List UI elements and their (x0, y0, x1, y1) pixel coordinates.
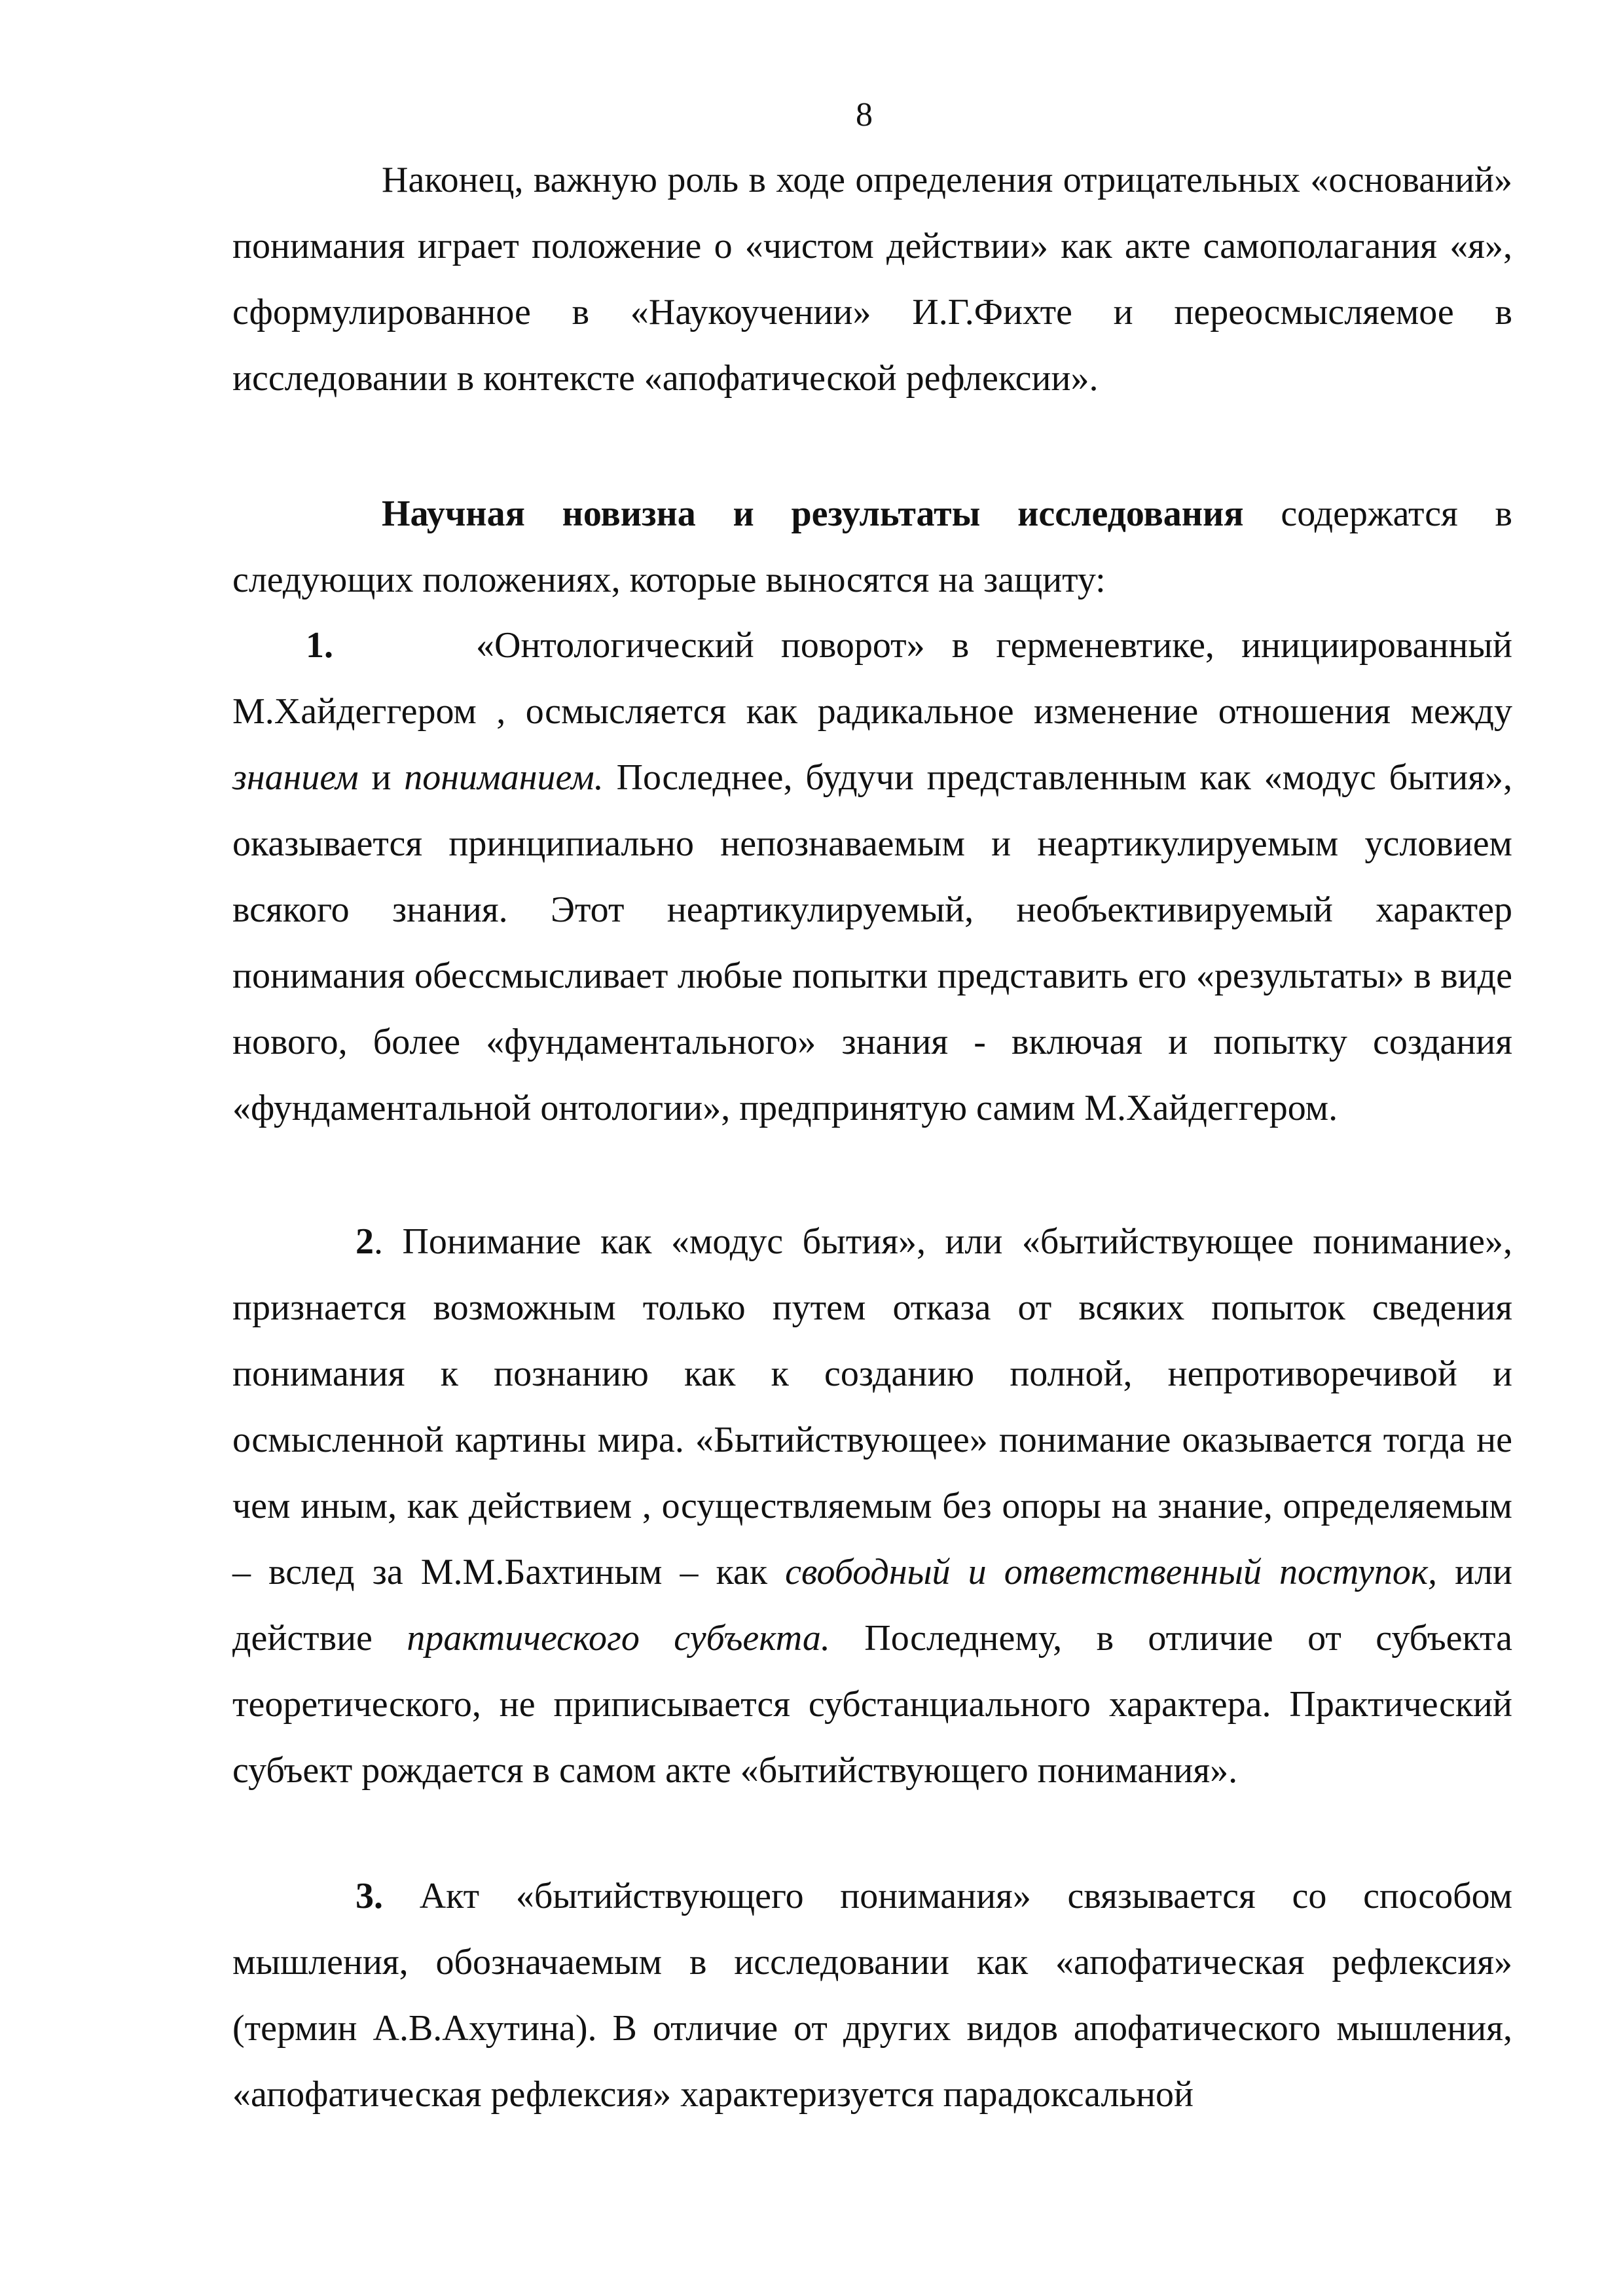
item-2-italic-b: практического субъекта. (407, 1618, 830, 1659)
item-2-text-a: . Понимание как «модус бытия», или «бытийствующее понимание», признается возможным только путем отказа от всяких попыток сведения понимания к познанию как к созданию полной, непротиворечивой и осмысленной картины мира. «Бытийствующее» понимание оказывается тогда не чем иным, как действием , осуществляемым без опоры на знание, определяемым – вслед за М.М.Бахтиным – как (232, 1221, 1512, 1592)
item-2-text-c: Последнему, в отличие от субъекта теоретического, не приписывается субстанциального характера. Практический субъект рождается в самом акте «бытийствующего понимания». (232, 1618, 1512, 1791)
item-2-number: 2 (356, 1221, 374, 1262)
item-1-text-b: и (358, 757, 405, 798)
item-3 (232, 1863, 1512, 2128)
item-1-text-c: Последнее, будучи представленным как «модус бытия», оказывается принципиально непознаваемым и неартикулируемым условием всякого знания. Этот неартикулируемый, необъективируемый характер понимания обессмысливает любые попытки представить его «результаты» в виде нового, более «фундаментального» знания - включая и попытку создания «фундаментальной онтологии», предпринятую самим М.Хайдеггером. (232, 757, 1512, 1128)
item-1-text-a: «Онтологический поворот» в герменевтике, инициированный М.Хайдеггером , осмысляется как радикальное изменение отношения между (232, 625, 1512, 732)
novelty-heading-rest: содержатся в следующих положениях, которые выносятся на защиту: (232, 493, 1512, 600)
item-1-number: 1. (306, 625, 333, 666)
item-2-paragraph (232, 1209, 1512, 1804)
page-number: 8 (856, 96, 873, 134)
item-1-paragraph (232, 613, 1512, 1141)
item-3-number: 3. (356, 1876, 383, 1916)
item-1-italic-a: знанием (232, 757, 359, 798)
item-3-text: Акт «бытийствующего понимания» связывается со способом мышления, обозначаемым в исследовании как «апофатическая рефлексия» (термин А.В.Ахутина). В отличие от других видов апофатического мышления, «апофатическая рефлексия» характеризуется парадоксальной (232, 1876, 1512, 2115)
item-2 (232, 1209, 1512, 1804)
item-2-text-b: или действие (232, 1552, 1512, 1659)
paragraph-intro-text: Наконец, важную роль в ходе определения отрицательных «оснований» понимания играет положение о «чистом действии» как акте самополагания «я», сформулированное в «Наукоучении» И.Г.Фихте и переосмысляемое в исследовании в контексте «апофатической рефлексии». (232, 160, 1512, 399)
paragraph-novelty (232, 481, 1512, 613)
item-2-italic-a: свободный и ответственный поступок, (785, 1552, 1438, 1592)
item-1 (232, 613, 1512, 1141)
novelty-paragraph (232, 481, 1512, 613)
novelty-heading: Научная новизна и результаты исследования (382, 493, 1244, 534)
paragraph-intro (232, 147, 1512, 412)
item-3-paragraph (232, 1863, 1512, 2128)
item-1-italic-b: пониманием. (404, 757, 604, 798)
